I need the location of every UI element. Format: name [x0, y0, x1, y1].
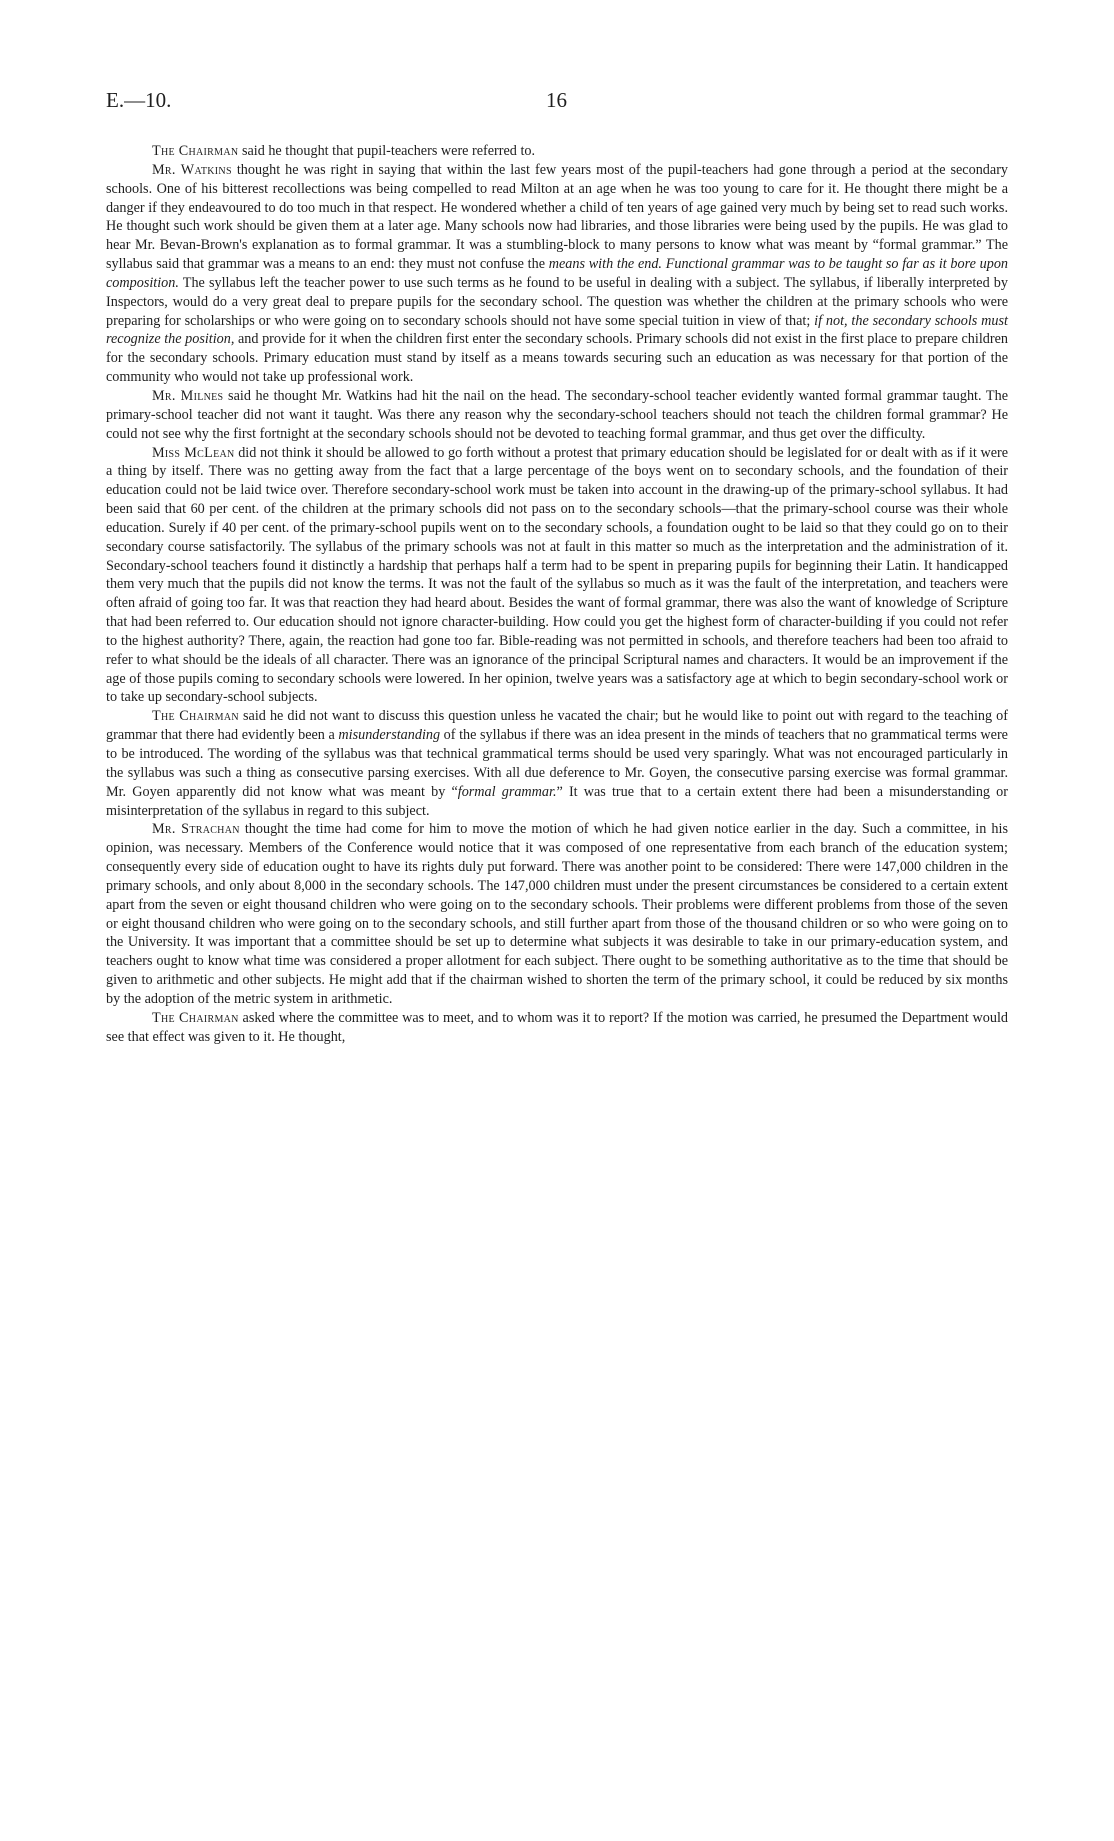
paragraph-milnes: [106, 387, 1008, 444]
body-text: [106, 142, 1008, 1047]
paragraph-text: said he thought Mr. Watkins had hit the nail on the head. The secondary-school teacher evidently wanted formal grammar taught. The primary-school teacher did not want it taught. Was there any reason why the secondary-school teachers should not teach the children formal grammar? He could not see why the first fortnight at the secondary schools should not be devoted to teaching formal grammar, and thus get over the difficulty.: [106, 387, 1008, 442]
speaker-name: Mr. Strachan: [152, 821, 240, 838]
paragraph-text: asked where the committee was to meet, and to whom was it to report? If the motion was carried, he presumed the Department would see that effect was given to it. He thought,: [106, 1009, 1009, 1045]
paragraph-text: The syllabus left the teacher power to use such terms as he found to be useful in dealing with a subject. The syllabus, if liberally interpreted by Inspectors, would do a very great deal to prepare pupils for the secondary school. The question was whether the children at the primary schools who were preparing for scholarships or who were going on to secondary schools should not have some special tuition in view of that;: [106, 274, 1008, 329]
speaker-name: Miss McLean: [152, 444, 235, 461]
paragraph-chairman-2: [106, 707, 1008, 820]
paragraph-strachan: [106, 820, 1008, 1008]
paragraph-text: ” It was true that to a certain extent there had been a misunderstanding or misinterpretation of the syllabus in regard to this subject.: [106, 783, 1008, 819]
speaker-name: Mr. Watkins: [152, 161, 232, 178]
speaker-name: Mr. Milnes: [152, 387, 224, 404]
italic-text: formal grammar.: [457, 783, 557, 800]
paragraph-chairman-1: [106, 142, 1008, 161]
page-number: 16: [546, 88, 567, 112]
paragraph-watkins: [106, 161, 1008, 387]
page-header: [106, 88, 1006, 122]
speaker-name: The Chairman: [152, 143, 239, 159]
italic-text: misunderstanding: [338, 727, 441, 744]
paragraph-text: did not think it should be allowed to go forth without a protest that primary education should be legislated for or dealt with as if it were a thing by itself. There was no getting away from the fact that a large percentage of the boys went on to secondary schools, and the foundation of their education could not be laid twice over. Therefore secondary-school work must be taken into account in the drawing-up of the primary-school syllabus. It had been said that 60 per cent. of the children at the primary schools did not pass on to the secondary schools—that the primary-school course was their whole education. Surely if 40 per cent. of the primary-school pupils went on to the secondary schools, a foundation ought to be laid so that they could go on to their secondary course satisfactorily. The syllabus of the primary schools was not at fault in this matter so much as the interpretation and the administration of it. Secondary-school teachers found it distinctly a hardship that perhaps half a term had to be spent in preparing pupils for beginning their Latin. It handicapped them very much that the pupils did not know the terms. It was not the fault of the syllabus so much as it was the fault of the interpretation, and teachers were often afraid of going too far. It was that reaction they had heard about. Besides the want of formal grammar, there was also the want of knowledge of Scripture that had been referred to. Our education should not ignore character-building. How could you get the highest form of character-building if you could not refer to the highest authority? There, again, the reaction had gone too far. Bible-reading was not permitted in schools, and therefore teachers had been too afraid to refer to what should be the ideals of all character. There was an ignorance of the principal Scriptural names and characters. It would be an improvement if the age of those pupils coming to secondary schools were lowered. In her opinion, twelve years was a satisfactory age at which to begin secondary-school work or to take up secondary-school subjects.: [106, 444, 1009, 706]
paragraph-chairman-3: [106, 1009, 1008, 1047]
paragraph-mclean: [106, 444, 1008, 708]
paragraph-text: of the syllabus if there was an idea present in the minds of teachers that no grammatical terms were to be introduced. The wording of the syllabus was that technical grammatical terms should be used very sparingly. What was not encouraged particularly in the syllabus was such a thing as consecutive parsing exercises. With all due deference to Mr. Goyen, the consecutive parsing exercise was formal grammar. Mr. Goyen apparently did not know what was meant by “: [106, 727, 1008, 800]
paragraph-text: and provide for it when the children first enter the secondary schools. Primary schools did not exist in the first place to prepare children for the secondary schools. Primary education must stand by itself as a means towards securing such an education as was necessary for that portion of the community who would not take up professional work.: [106, 331, 1008, 386]
speaker-name: The Chairman: [152, 1009, 239, 1026]
document-code: E.—10.: [106, 88, 172, 112]
paragraph-text: thought the time had come for him to move the motion of which he had given notice earlier in the day. Such a committee, in his opinion, was necessary. Members of the Conference would notice that it was composed of one representative from each branch of the education system; consequently every side of education ought to have its rights duly put forward. There was another point to be considered: There were 147,000 children in the primary schools, and only about 8,000 in the secondary schools. The 147,000 children must under the present circumstances be considered to a certain extent apart from the seven or eight thousand children who were going on to the secondary schools. Their problems were different problems from those of the seven or eight thousand children who were going on to the secondary schools, and still further apart from those of the thousand children or so who were going on to the University. It was important that a committee should be set up to determine what subjects it was desirable to take in our primary-education system, and teachers ought to know what time was considered a proper allotment for each subject. There ought to be something authoritative as to the time that should be given to arithmetic and other subjects. He might add that if the chairman wished to shorten the term of the primary school, it could be reduced by six months by the adoption of the metric system in arithmetic.: [106, 821, 1008, 1007]
paragraph-text: thought he was right in saying that within the last few years most of the pupil-teachers had gone through a period at the secondary schools. One of his bitterest recollections was being compelled to read Milton at an age when he was too young to care for it. He thought there might be a danger if they endeavoured to do too much in that respect. He wondered whether a child of ten years of age gained very much by being set to read such works. He thought such work should be given them at a later age. Many schools now had libraries, and those libraries were being used by the pupils. He was glad to hear Mr. Bevan-Brown's explanation as to formal grammar. It was a stumbling-block to many persons to know what was meant by “formal grammar.” The syllabus said that grammar was a means to an end: they must not confuse the: [106, 161, 1009, 273]
paragraph-text: said he did not want to discuss this question unless he vacated the chair; but he would like to point out with regard to the teaching of grammar that there had evidently been a: [106, 708, 1009, 744]
speaker-name: The Chairman: [152, 708, 239, 725]
paragraph-text: said he thought that pupil-teachers were referred to.: [238, 143, 536, 159]
italic-text: if not, the secondary schools must recognize the position,: [106, 312, 1008, 348]
italic-text: means with the end. Functional grammar was to be taught so far as it bore upon composition.: [106, 256, 1009, 291]
